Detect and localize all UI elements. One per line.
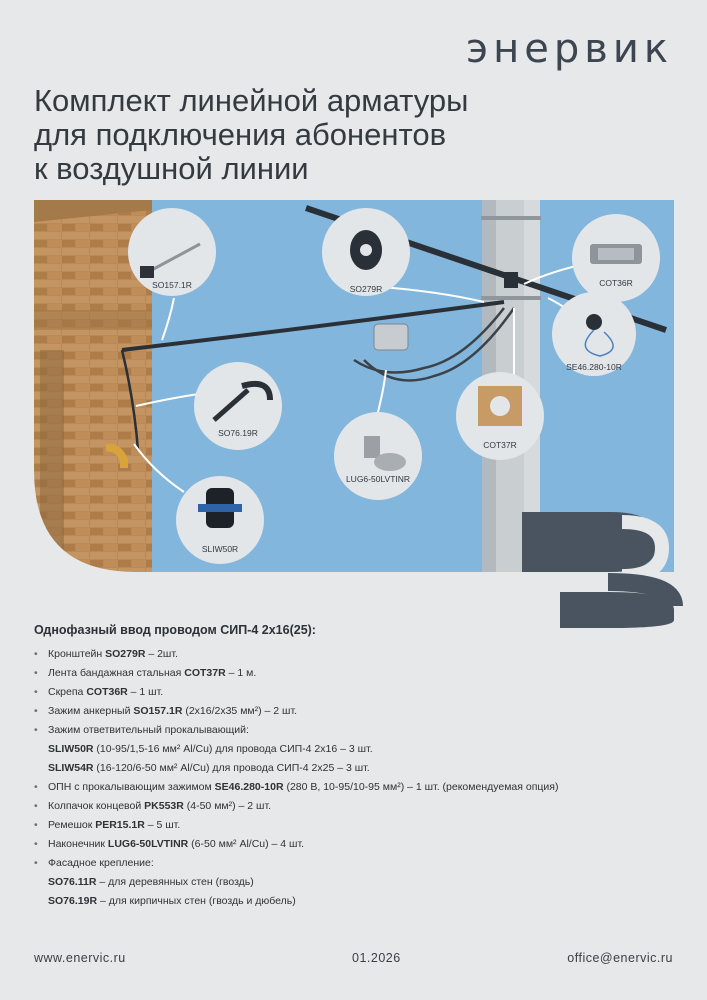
spec-subitem: SLIW54R (16-120/6-50 мм² Al/Cu) для провода СИП-4 2х25 – 3 шт.: [48, 762, 370, 774]
label-se46: SE46.280-10R: [566, 362, 622, 372]
footer-date: 01.2026: [352, 951, 401, 965]
footer-website-link[interactable]: www.enervic.ru: [34, 951, 126, 965]
title-line-3: к воздушной линии: [34, 151, 309, 186]
spec-item: • ОПН с прокалывающим зажимом SE46.280-10R (280 В, 10-95/10-95 мм²) – 1 шт. (рекомендуемая опция): [34, 778, 674, 797]
spec-item: • Лента бандажная стальная COT37R – 1 м.: [34, 664, 674, 683]
spec-item: • Наконечник LUG6-50LVTINR (6-50 мм² Al/Cu) – 4 шт.: [34, 835, 674, 854]
title-line-2: для подключения абонентов: [34, 117, 447, 152]
bubble-so279: [322, 208, 410, 296]
spec-subitem: SLIW50R (10-95/1,5-16 мм² Al/Cu) для провода СИП-4 2х16 – 3 шт.: [48, 743, 373, 755]
bubble-lug6: [334, 412, 422, 500]
bubble-so157: [128, 208, 216, 296]
label-sliw50: SLIW50R: [201, 544, 239, 554]
service-drop: [122, 302, 504, 350]
label-so76: SO76.19R: [218, 428, 258, 438]
spec-item: • Колпачок концевой PK553R (4-50 мм²) – 2 шт.: [34, 797, 674, 816]
bubble-so76: [194, 362, 282, 450]
title-line-1: Комплект линейной арматуры: [34, 83, 469, 118]
brand-logo: энервик: [466, 26, 673, 72]
label-so279: SO279R: [349, 284, 383, 294]
label-cot37: COT37R: [483, 440, 517, 450]
spec-item: • Зажим анкерный SO157.1R (2х16/2х35 мм²) – 2 шт.: [34, 702, 674, 721]
spec-heading: Однофазный ввод проводом СИП-4 2х16(25):: [34, 623, 316, 637]
footer-email-link[interactable]: office@enervic.ru: [567, 951, 673, 965]
label-cot36: COT36R: [599, 278, 633, 288]
spec-item: • Кронштейн SO279R – 2шт.: [34, 645, 674, 664]
installation-illustration: [34, 200, 674, 572]
spec-list: [34, 645, 674, 911]
page-title: [34, 84, 634, 186]
bubble-se46: [552, 292, 636, 376]
bubble-cot37: [456, 372, 544, 460]
spec-item: • Скрепа COT36R – 1 шт.: [34, 683, 674, 702]
bubble-cot36: [572, 214, 660, 302]
label-so157: SO157.1R: [152, 280, 192, 290]
label-lug6: LUG6-50LVTINR: [345, 474, 411, 484]
spec-item: • Фасадное крепление:: [34, 854, 674, 873]
illustration-svg: [34, 200, 674, 572]
spec-item: • Зажим ответвительный прокалывающий:: [34, 721, 674, 740]
spec-subitem: SO76.19R – для кирпичных стен (гвоздь и дюбель): [48, 895, 296, 907]
bubble-sliw50: [176, 476, 264, 564]
spec-item: • Ремешок PER15.1R – 5 шт.: [34, 816, 674, 835]
spec-subitem: SO76.11R – для деревянных стен (гвоздь): [48, 876, 254, 888]
